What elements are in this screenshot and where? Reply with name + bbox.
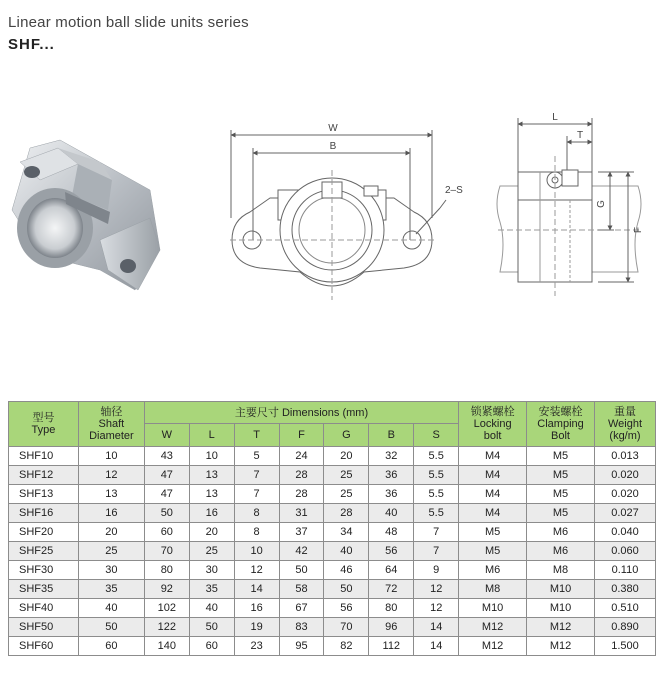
- cell-weight: 0.027: [594, 504, 655, 523]
- header-dim-l: L: [189, 424, 234, 447]
- cell-b: 72: [369, 580, 414, 599]
- cell-shaft: 40: [78, 599, 144, 618]
- product-drawings: [0, 100, 662, 310]
- cell-w: 92: [144, 580, 189, 599]
- cell-weight: 0.020: [594, 466, 655, 485]
- dim-l-label: L: [552, 112, 558, 123]
- table-row: [9, 504, 656, 523]
- cell-f: 28: [279, 466, 324, 485]
- header-dim-f: F: [279, 424, 324, 447]
- cell-type: SHF20: [9, 523, 79, 542]
- table-row: [9, 523, 656, 542]
- cell-clamping-bolt: M8: [527, 561, 595, 580]
- cell-f: 28: [279, 485, 324, 504]
- cell-clamping-bolt: M12: [527, 637, 595, 656]
- cell-f: 95: [279, 637, 324, 656]
- cell-type: SHF25: [9, 542, 79, 561]
- cell-locking-bolt: M12: [459, 618, 527, 637]
- cell-g: 34: [324, 523, 369, 542]
- cell-clamping-bolt: M5: [527, 485, 595, 504]
- cell-shaft: 13: [78, 485, 144, 504]
- cell-l: 20: [189, 523, 234, 542]
- cell-t: 12: [234, 561, 279, 580]
- cell-s: 12: [414, 580, 459, 599]
- cell-f: 83: [279, 618, 324, 637]
- dim-s-label: 2–S: [445, 185, 463, 196]
- cell-l: 40: [189, 599, 234, 618]
- cell-type: SHF10: [9, 447, 79, 466]
- cell-type: SHF13: [9, 485, 79, 504]
- cell-s: 5.5: [414, 447, 459, 466]
- cell-clamping-bolt: M5: [527, 466, 595, 485]
- table-row: [9, 637, 656, 656]
- cell-b: 80: [369, 599, 414, 618]
- header-dim-s: S: [414, 424, 459, 447]
- cell-b: 112: [369, 637, 414, 656]
- header-dim-g: G: [324, 424, 369, 447]
- cell-b: 48: [369, 523, 414, 542]
- cell-g: 46: [324, 561, 369, 580]
- cell-weight: 0.013: [594, 447, 655, 466]
- cell-locking-bolt: M4: [459, 485, 527, 504]
- cell-w: 70: [144, 542, 189, 561]
- cell-w: 102: [144, 599, 189, 618]
- cell-weight: 0.060: [594, 542, 655, 561]
- cell-shaft: 60: [78, 637, 144, 656]
- cell-g: 25: [324, 466, 369, 485]
- cell-w: 47: [144, 485, 189, 504]
- cell-clamping-bolt: M10: [527, 580, 595, 599]
- cell-shaft: 50: [78, 618, 144, 637]
- cell-type: SHF50: [9, 618, 79, 637]
- header-type-en: Type: [31, 424, 56, 436]
- front-view-drawing: [230, 130, 446, 300]
- header-lock-cn: 锁紧螺栓: [470, 406, 515, 418]
- cell-clamping-bolt: M6: [527, 523, 595, 542]
- cell-s: 14: [414, 618, 459, 637]
- cell-locking-bolt: M5: [459, 542, 527, 561]
- cell-t: 8: [234, 504, 279, 523]
- cell-clamping-bolt: M10: [527, 599, 595, 618]
- cell-shaft: 16: [78, 504, 144, 523]
- cell-t: 19: [234, 618, 279, 637]
- cell-shaft: 20: [78, 523, 144, 542]
- cell-locking-bolt: M10: [459, 599, 527, 618]
- header-dim-w: W: [144, 424, 189, 447]
- table-row: [9, 561, 656, 580]
- cell-t: 14: [234, 580, 279, 599]
- cell-l: 16: [189, 504, 234, 523]
- cell-l: 25: [189, 542, 234, 561]
- cell-clamping-bolt: M6: [527, 542, 595, 561]
- header-type: [9, 402, 79, 447]
- header-clamp-cn: 安装螺栓: [538, 406, 583, 418]
- cell-s: 12: [414, 599, 459, 618]
- cell-locking-bolt: M12: [459, 637, 527, 656]
- cell-w: 80: [144, 561, 189, 580]
- cell-weight: 0.110: [594, 561, 655, 580]
- header-type-cn: 型号: [32, 412, 55, 424]
- cell-f: 31: [279, 504, 324, 523]
- cell-s: 9: [414, 561, 459, 580]
- cell-g: 28: [324, 504, 369, 523]
- header-weight: [594, 402, 655, 447]
- cell-weight: 0.890: [594, 618, 655, 637]
- header-dimensions: 主要尺寸 Dimensions (mm): [144, 402, 458, 424]
- cell-b: 56: [369, 542, 414, 561]
- header-shaft-en2: Diameter: [89, 430, 134, 442]
- cell-t: 8: [234, 523, 279, 542]
- cell-clamping-bolt: M12: [527, 618, 595, 637]
- cell-locking-bolt: M4: [459, 447, 527, 466]
- header-shaft-en1: Shaft: [98, 418, 125, 430]
- cell-locking-bolt: M4: [459, 466, 527, 485]
- side-view-drawing: [497, 118, 641, 296]
- dim-f-label: F: [633, 226, 644, 234]
- table-row: [9, 466, 656, 485]
- cell-s: 5.5: [414, 485, 459, 504]
- cell-b: 36: [369, 485, 414, 504]
- cell-type: SHF60: [9, 637, 79, 656]
- specification-table: [8, 401, 656, 656]
- cell-t: 16: [234, 599, 279, 618]
- cell-shaft: 25: [78, 542, 144, 561]
- cell-f: 37: [279, 523, 324, 542]
- cell-locking-bolt: M6: [459, 561, 527, 580]
- dim-b-label: B: [329, 141, 337, 152]
- table-row: [9, 447, 656, 466]
- header-locking-bolt: [459, 402, 527, 447]
- cell-locking-bolt: M5: [459, 523, 527, 542]
- cell-g: 70: [324, 618, 369, 637]
- cell-weight: 0.510: [594, 599, 655, 618]
- dim-w-label: W: [328, 123, 338, 134]
- header-dim-b: B: [369, 424, 414, 447]
- cell-b: 40: [369, 504, 414, 523]
- header-weight-en1: Weight: [607, 418, 643, 430]
- cell-l: 13: [189, 485, 234, 504]
- cell-locking-bolt: M8: [459, 580, 527, 599]
- cell-type: SHF40: [9, 599, 79, 618]
- cell-b: 32: [369, 447, 414, 466]
- cell-l: 30: [189, 561, 234, 580]
- cell-type: SHF16: [9, 504, 79, 523]
- cell-f: 24: [279, 447, 324, 466]
- cell-w: 122: [144, 618, 189, 637]
- table-row: [9, 580, 656, 599]
- cell-w: 43: [144, 447, 189, 466]
- cell-g: 20: [324, 447, 369, 466]
- dim-t-label: T: [576, 130, 584, 141]
- cell-t: 5: [234, 447, 279, 466]
- cell-l: 35: [189, 580, 234, 599]
- cell-g: 50: [324, 580, 369, 599]
- header-lock-en2: bolt: [483, 430, 502, 442]
- cell-weight: 1.500: [594, 637, 655, 656]
- cell-w: 140: [144, 637, 189, 656]
- header-clamping-bolt: [527, 402, 595, 447]
- cell-b: 64: [369, 561, 414, 580]
- cell-shaft: 35: [78, 580, 144, 599]
- cell-b: 96: [369, 618, 414, 637]
- cell-f: 42: [279, 542, 324, 561]
- cell-weight: 0.380: [594, 580, 655, 599]
- cell-type: SHF35: [9, 580, 79, 599]
- cell-w: 50: [144, 504, 189, 523]
- cell-t: 23: [234, 637, 279, 656]
- cell-clamping-bolt: M5: [527, 447, 595, 466]
- table-body: [9, 447, 656, 656]
- product-photo: [12, 140, 160, 290]
- header-shaft: [78, 402, 144, 447]
- cell-clamping-bolt: M5: [527, 504, 595, 523]
- cell-t: 7: [234, 485, 279, 504]
- cell-s: 5.5: [414, 504, 459, 523]
- cell-shaft: 10: [78, 447, 144, 466]
- cell-s: 5.5: [414, 466, 459, 485]
- table-row: [9, 599, 656, 618]
- header-weight-en2: (kg/m): [609, 430, 641, 442]
- cell-w: 60: [144, 523, 189, 542]
- cell-s: 7: [414, 523, 459, 542]
- header-clamp-en2: Bolt: [551, 430, 570, 442]
- cell-f: 50: [279, 561, 324, 580]
- cell-type: SHF12: [9, 466, 79, 485]
- cell-b: 36: [369, 466, 414, 485]
- header-lock-en1: Locking: [473, 418, 512, 430]
- cell-l: 50: [189, 618, 234, 637]
- table-row: [9, 485, 656, 504]
- cell-g: 82: [324, 637, 369, 656]
- cell-l: 10: [189, 447, 234, 466]
- cell-f: 58: [279, 580, 324, 599]
- cell-f: 67: [279, 599, 324, 618]
- table-row: [9, 618, 656, 637]
- cell-t: 10: [234, 542, 279, 561]
- cell-l: 60: [189, 637, 234, 656]
- cell-w: 47: [144, 466, 189, 485]
- cell-shaft: 30: [78, 561, 144, 580]
- cell-s: 7: [414, 542, 459, 561]
- page-title: Linear motion ball slide units series: [8, 14, 249, 31]
- cell-weight: 0.040: [594, 523, 655, 542]
- cell-shaft: 12: [78, 466, 144, 485]
- cell-g: 56: [324, 599, 369, 618]
- header-shaft-cn: 轴径: [100, 406, 123, 418]
- series-code: SHF...: [8, 36, 55, 53]
- cell-locking-bolt: M4: [459, 504, 527, 523]
- cell-l: 13: [189, 466, 234, 485]
- header-dim-t: T: [234, 424, 279, 447]
- cell-s: 14: [414, 637, 459, 656]
- cell-g: 25: [324, 485, 369, 504]
- header-weight-cn: 重量: [613, 406, 636, 418]
- header-clamp-en1: Clamping: [537, 418, 584, 430]
- cell-weight: 0.020: [594, 485, 655, 504]
- cell-t: 7: [234, 466, 279, 485]
- dim-g-label: G: [596, 200, 607, 208]
- cell-g: 40: [324, 542, 369, 561]
- cell-type: SHF30: [9, 561, 79, 580]
- table-row: [9, 542, 656, 561]
